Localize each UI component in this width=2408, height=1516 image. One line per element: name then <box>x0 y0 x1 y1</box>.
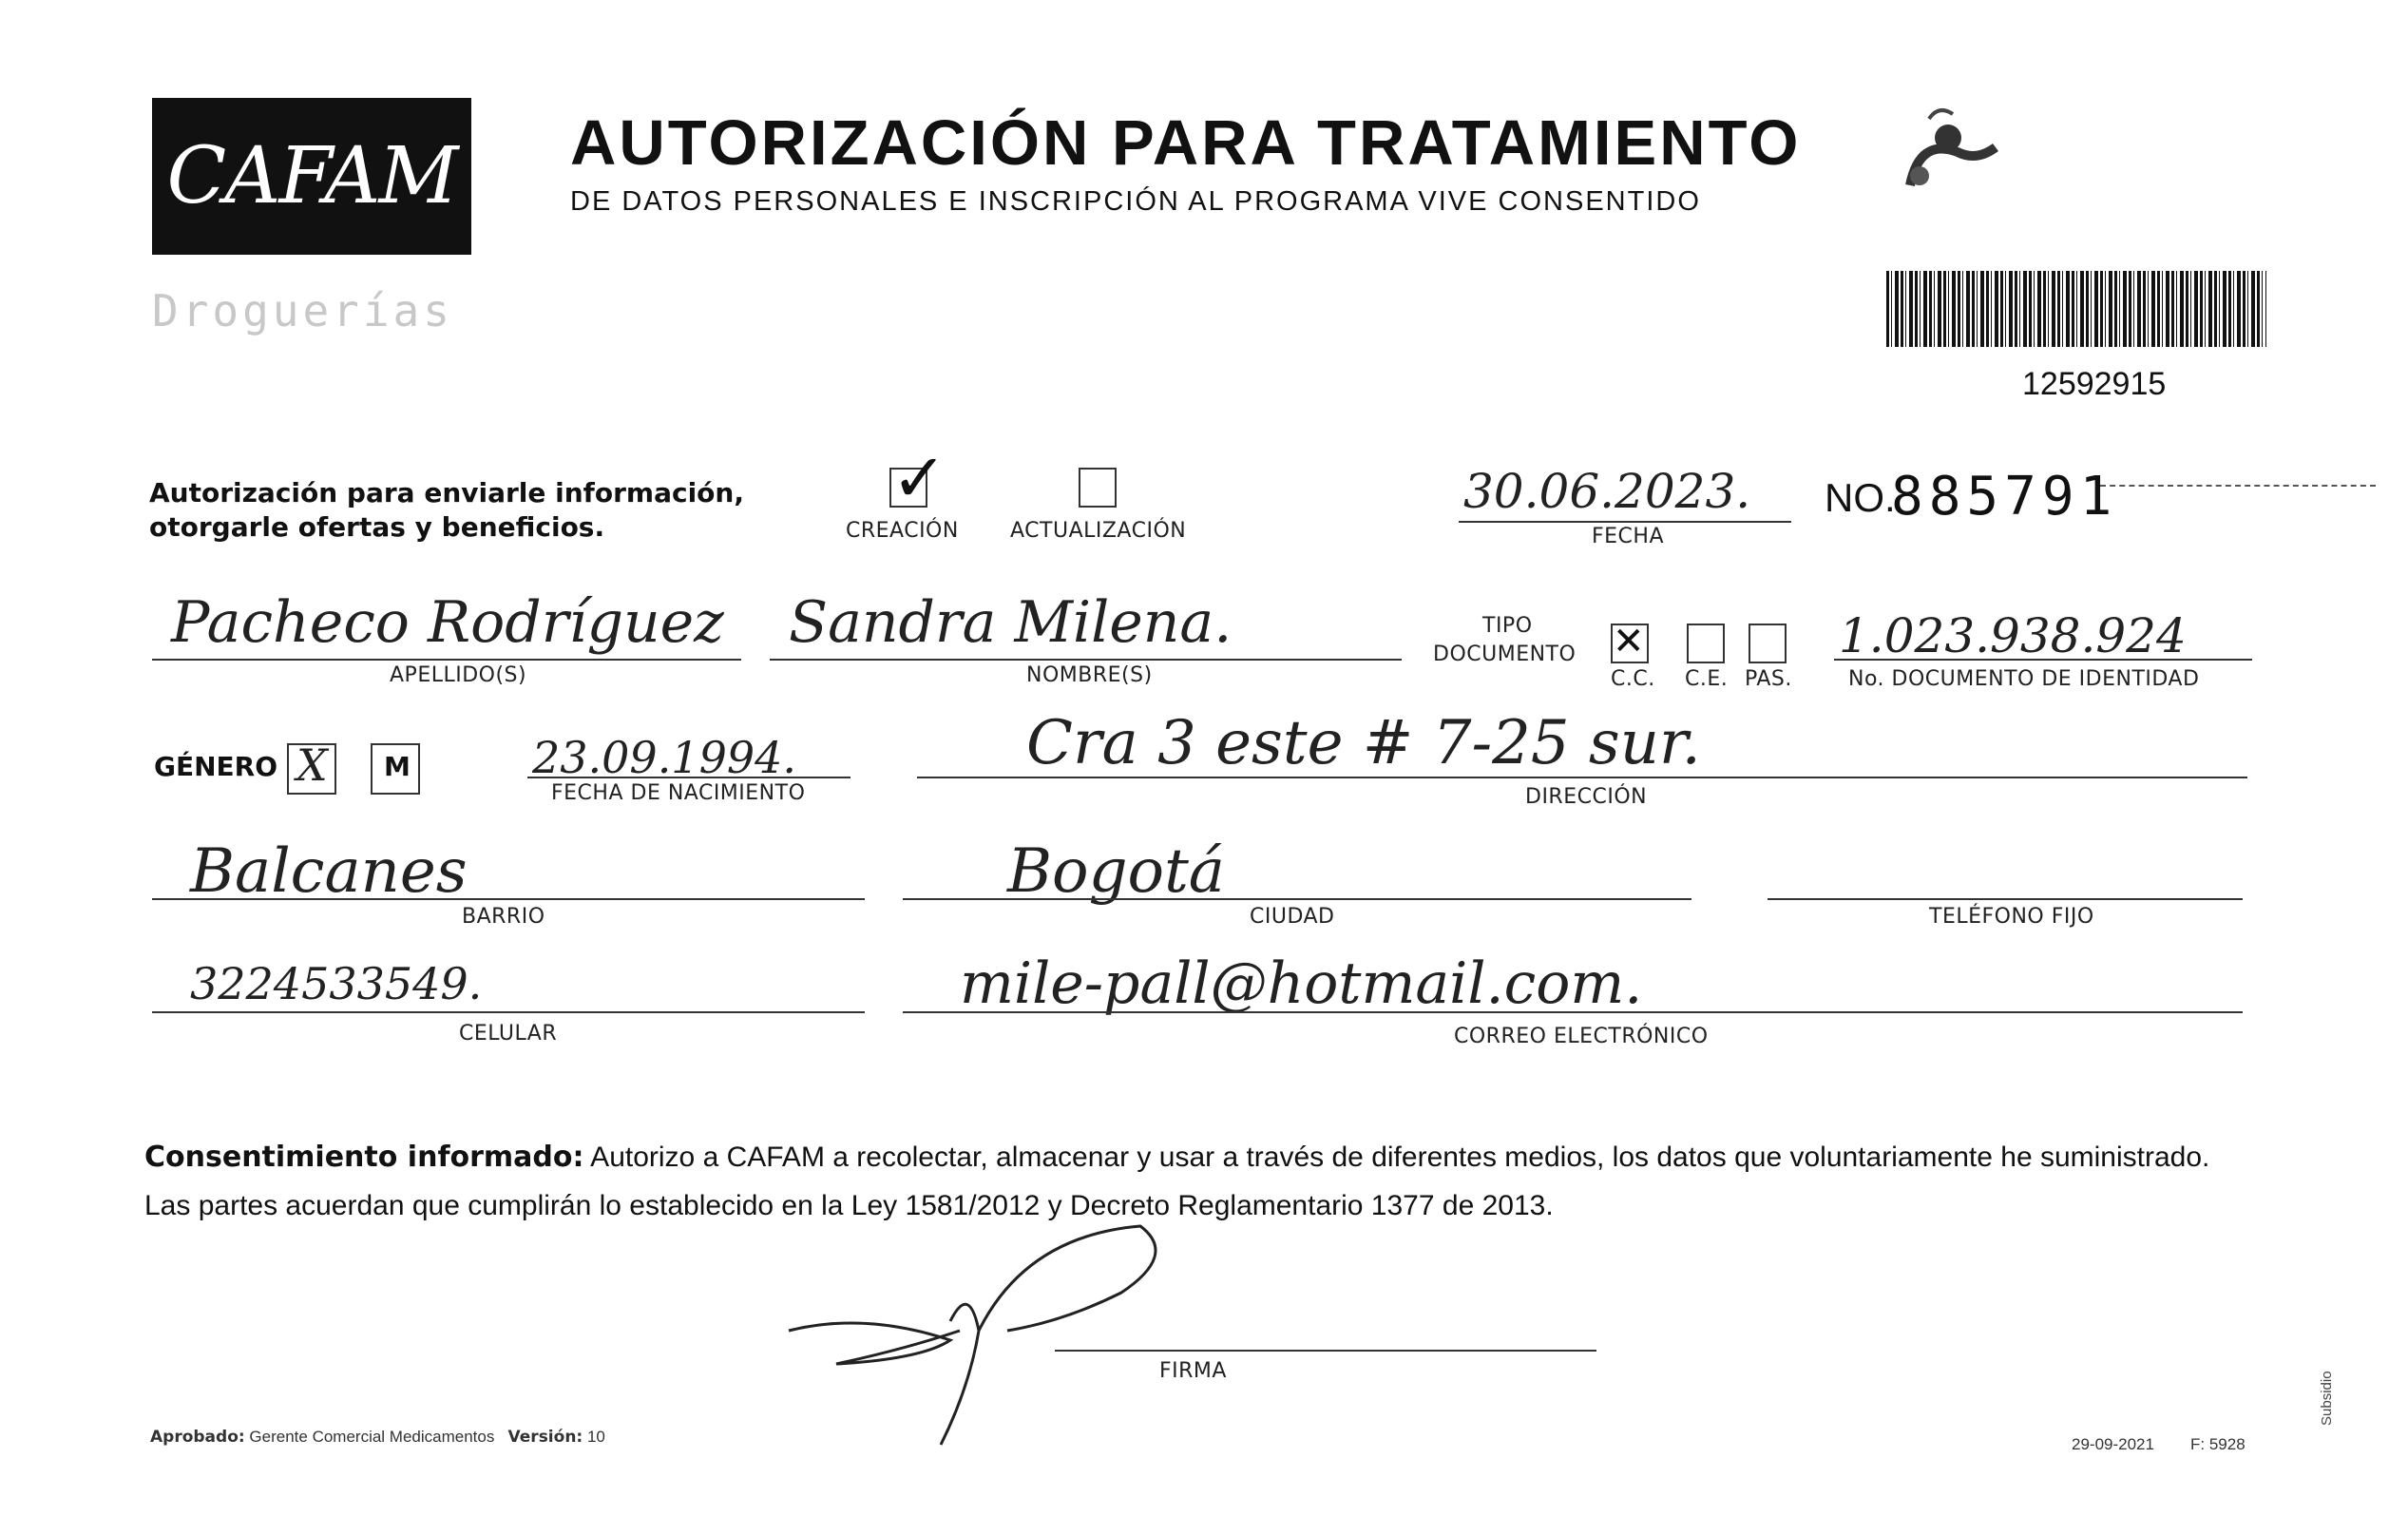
form-subtitle: DE DATOS PERSONALES E INSCRIPCIÓN AL PROGRAMA VIVE CONSENTIDO <box>570 186 1701 217</box>
barrio-value: Balcanes <box>190 836 468 907</box>
documento-label: DOCUMENTO <box>1433 643 1577 666</box>
no-label: NO. <box>1825 475 1896 520</box>
correo-value: mile-pall@hotmail.com. <box>960 950 1643 1017</box>
logo-text: CAFAM <box>166 131 457 221</box>
side-text: Subsidio <box>2319 1371 2335 1426</box>
firma-line <box>1055 1350 1596 1352</box>
apellidos-line <box>152 659 741 661</box>
version-value: 10 <box>586 1428 605 1446</box>
intro-line-1: Autorización para enviarle información, <box>149 477 744 509</box>
direccion-value: Cra 3 este # 7-25 sur. <box>1026 708 1701 778</box>
actualizacion-label: ACTUALIZACIÓN <box>1010 519 1187 543</box>
direccion-label: DIRECCIÓN <box>1525 785 1648 809</box>
firma-label: FIRMA <box>1159 1359 1227 1383</box>
celular-value: 3224533549. <box>190 958 483 1009</box>
nombres-label: NOMBRE(S) <box>1026 663 1153 687</box>
ciudad-label: CIUDAD <box>1250 905 1335 929</box>
intro-line-2: otorgarle ofertas y beneficios. <box>149 511 605 543</box>
telefono-line <box>1768 898 2243 900</box>
apellidos-value: Pacheco Rodríguez <box>171 589 724 656</box>
version-label: Versión: <box>507 1428 583 1447</box>
barcode <box>1886 271 2266 347</box>
nombres-line <box>770 659 1402 661</box>
doc-number-value: 1.023.938.924 <box>1839 608 2187 663</box>
birth-line <box>527 777 850 778</box>
direccion-line <box>917 777 2247 778</box>
barrio-line <box>152 898 865 900</box>
consent-paragraph <box>144 1133 2273 1230</box>
nombres-value: Sandra Milena. <box>789 589 1233 656</box>
aprobado-label: Aprobado: <box>150 1428 245 1447</box>
consent-text-2: Las partes acuerdan que cumplirán lo establecido en la Ley 1581/2012 y Decreto Reglamentario 1377 de 2013. <box>144 1190 1554 1221</box>
birth-value: 23.09.1994. <box>532 732 796 783</box>
ciudad-line <box>903 898 1691 900</box>
correo-label: CORREO ELECTRÓNICO <box>1454 1025 1709 1048</box>
consent-bold: Consentimiento informado: <box>144 1141 584 1174</box>
genero-label: GÉNERO <box>154 751 278 782</box>
sublogo-text: Droguerías <box>152 285 453 336</box>
creacion-label: CREACIÓN <box>846 519 959 543</box>
apellidos-label: APELLIDO(S) <box>390 663 527 687</box>
barcode-number: 12592915 <box>2022 366 2167 402</box>
check-mark-icon: ✓ <box>891 439 947 517</box>
doc-ce-checkbox[interactable] <box>1687 624 1725 663</box>
actualizacion-checkbox[interactable] <box>1079 468 1117 508</box>
footer-f-code: F: 5928 <box>2190 1435 2246 1453</box>
ciudad-value: Bogotá <box>1007 836 1225 907</box>
footer-date-code: 29-09-2021 <box>2072 1435 2154 1453</box>
fecha-label: FECHA <box>1592 525 1665 548</box>
fecha-line <box>1459 521 1791 523</box>
correo-line <box>903 1011 2243 1013</box>
doc-cc-label: C.C. <box>1611 667 1655 691</box>
barrio-label: BARRIO <box>462 905 545 929</box>
fecha-value: 30.06.2023. <box>1463 464 1751 519</box>
genero-m-label: M <box>384 751 411 782</box>
doc-pas-label: PAS. <box>1745 667 1792 691</box>
consent-text-1: Autorizo a CAFAM a recolectar, almacenar y usar a través de diferentes medios, los datos que voluntariamente he suministrado. <box>583 1142 2210 1173</box>
birth-label: FECHA DE NACIMIENTO <box>551 781 806 805</box>
telefono-label: TELÉFONO FIJO <box>1929 905 2094 929</box>
cafam-logo <box>152 98 471 255</box>
program-logo-icon <box>1891 100 2081 195</box>
genero-f-mark: X <box>296 739 328 791</box>
form-number: 885791 <box>1891 466 2118 528</box>
doc-pas-checkbox[interactable] <box>1749 624 1787 663</box>
no-dash-line <box>2100 485 2376 487</box>
doc-ce-label: C.E. <box>1685 667 1729 691</box>
form-title: AUTORIZACIÓN PARA TRATAMIENTO <box>570 107 1802 179</box>
doc-number-label: No. DOCUMENTO DE IDENTIDAD <box>1848 667 2200 691</box>
signature-mark <box>779 1198 1178 1464</box>
footer-aprobado <box>150 1428 605 1447</box>
doc-number-line <box>1834 659 2252 661</box>
tipo-label: TIPO <box>1482 614 1533 638</box>
celular-line <box>152 1011 865 1013</box>
celular-label: CELULAR <box>459 1022 558 1046</box>
aprobado-value: Gerente Comercial Medicamentos <box>249 1428 495 1446</box>
doc-cc-mark: ✕ <box>1613 621 1645 662</box>
